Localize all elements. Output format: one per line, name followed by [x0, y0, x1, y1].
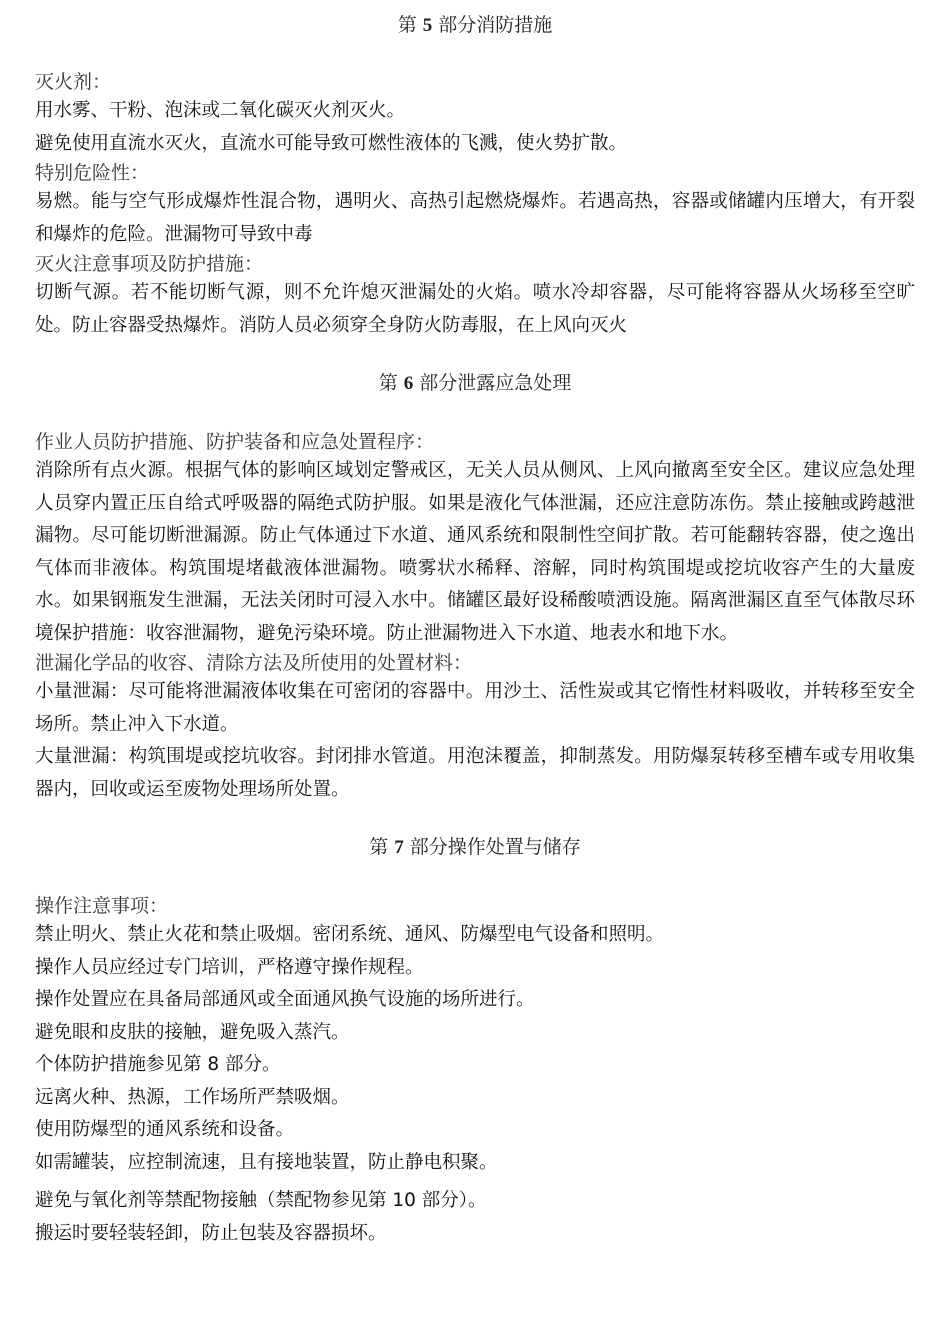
section-5-title-text: 部分消防措施	[438, 14, 553, 36]
personnel-protection-label: 作业人员防护措施、防护装备和应急处置程序：	[35, 431, 435, 453]
special-hazard-label: 特别危险性：	[35, 162, 150, 184]
section-5-title-prefix: 第	[397, 14, 417, 36]
spill-cleanup-label: 泄漏化学品的收容、清除方法及所使用的处置材料：	[35, 652, 473, 674]
handling-line-5: 个体防护措施参见第 8 部分。	[35, 1054, 281, 1075]
handling-line-7: 使用防爆型的通风系统和设备。	[35, 1119, 295, 1140]
handling-line-3: 操作处置应在具备局部通风或全面通风换气设施的场所进行。	[35, 989, 535, 1010]
large-spill-text: 大量泄漏：构筑围堤或挖坑收容。封闭排水管道。用泡沫覆盖，抑制蒸发。用防爆泵转移至槽车或专用收集器内，回收或运至废物处理场所处置。	[35, 746, 915, 800]
section-7-title-text: 部分操作处置与储存	[409, 836, 581, 858]
extinguishing-agent-label: 灭火剂：	[35, 71, 112, 93]
section-7-title	[35, 834, 915, 861]
handling-line-1: 禁止明火、禁止火花和禁止吸烟。密闭系统、通风、防爆型电气设备和照明。	[35, 924, 665, 945]
extinguishing-line-2: 避免使用直流水灭火，直流水可能导致可燃性液体的飞溅，使火势扩散。	[35, 132, 628, 154]
handling-line-2: 操作人员应经过专门培训，严格遵守操作规程。	[35, 956, 424, 978]
handling-precautions-label: 操作注意事项：	[35, 895, 169, 917]
firefighting-precaution-label: 灭火注意事项及防护措施：	[35, 253, 264, 275]
section-7-number: 7	[394, 837, 404, 858]
special-hazard-text: 易燃。能与空气形成爆炸性混合物，遇明火、高热引起燃烧爆炸。若遇高热，容器或储罐内压增大，有开裂和爆炸的危险。泄漏物可导致中毒	[35, 191, 915, 245]
personnel-protection-text: 消除所有点火源。根据气体的影响区域划定警戒区，无关人员从侧风、上风向撤离至安全区。建议应急处理人员穿内置正压自给式呼吸器的隔绝式防护服。如果是液化气体泄漏，还应注意防冻伤。禁止接触或跨越泄漏物。尽可能切断泄漏源。防止气体通过下水道、通风系统和限制性空间扩散。若可能翻转容器，使之逸出气体而非液体。构筑围堤堵截液体泄漏物。喷雾状水稀释、溶解，同时构筑围堤或挖坑收容产生的大量废水。如果钢瓶发生泄漏，无法关闭时可浸入水中。储罐区最好设稀酸喷洒设施。隔离泄漏区直至气体散尽环境保护措施：收容泄漏物，避免污染环境。防止泄漏物进入下水道、地表水和地下水。	[35, 460, 915, 644]
section-6-title-prefix: 第	[378, 372, 398, 394]
section-5-number: 5	[422, 15, 433, 36]
small-spill-text: 小量泄漏：尽可能将泄漏液体收集在可密闭的容器中。用沙土、活性炭或其它惰性材料吸收，并转移至安全场所。禁止冲入下水道。	[35, 681, 915, 735]
handling-line-8: 如需罐装，应控制流速，且有接地装置，防止静电积聚。	[35, 1151, 498, 1173]
document-page	[35, 0, 915, 1250]
handling-line-9: 避免与氧化剂等禁配物接触（禁配物参见第 10 部分）。	[35, 1190, 487, 1211]
handling-line-6: 远离火种、热源，工作场所严禁吸烟。	[35, 1086, 350, 1108]
section-7-title-prefix: 第	[369, 836, 389, 858]
handling-line-4: 避免眼和皮肤的接触，避免吸入蒸汽。	[35, 1021, 350, 1043]
handling-line-10: 搬运时要轻装轻卸，防止包装及容器损坏。	[35, 1222, 387, 1244]
section-6-title	[35, 370, 915, 397]
firefighting-precaution-text: 切断气源。若不能切断气源，则不允许熄灭泄漏处的火焰。喷水冷却容器，尽可能将容器从火场移至空旷处。防止容器受热爆炸。消防人员必须穿全身防火防毒服，在上风向灭火	[35, 282, 915, 336]
section-6-number: 6	[403, 373, 414, 394]
extinguishing-line-1: 用水雾、干粉、泡沫或二氧化碳灭火剂灭火。	[35, 100, 406, 121]
section-5-title	[35, 12, 915, 39]
section-6-title-text: 部分泄露应急处理	[419, 372, 572, 394]
